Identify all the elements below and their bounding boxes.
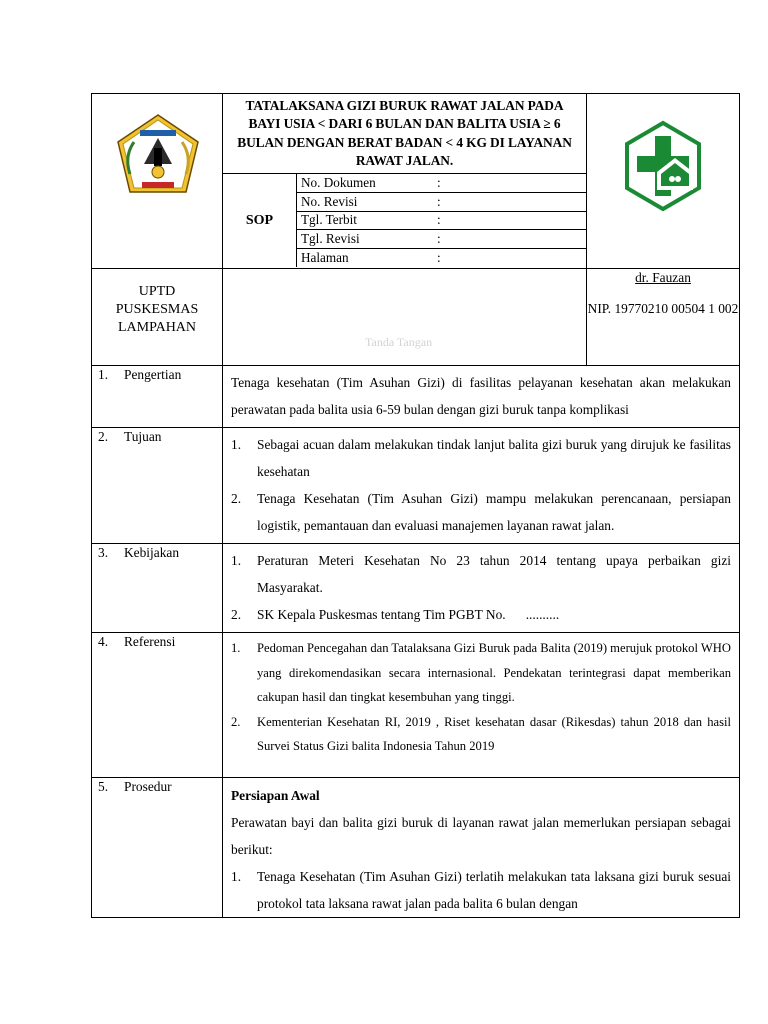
title-cell [223,94,587,269]
section-number: 4. [98,634,109,649]
list-number: 1. [231,868,242,884]
sop-label: SOP [223,174,297,267]
meta-row-dokumen [297,174,586,193]
list-number: 2. [231,607,242,622]
list-item [231,547,731,601]
signature-placeholder: Tanda Tangan [365,335,433,349]
list-number: 2. [231,491,242,506]
list-item [231,710,731,759]
section-referensi [92,633,740,778]
section-title: Kebijakan [124,545,180,560]
sop-table [91,93,740,918]
section-number: 1. [98,367,109,382]
meta-rows [297,174,586,267]
regency-emblem-icon [114,112,202,196]
list-item [231,431,731,485]
list-text: SK Kepala Puskesmas tentang Tim PGBT No. .......... [257,607,560,622]
list-text: Pedoman Pencegahan dan Tatalaksana Gizi Buruk pada Balita (2019) merujuk protokol WHO yang direkomendasikan secara internasional. Pendekatan terintegrasi dapat memberikan cakupan hasil dan tingkat kesembuhan yang tinggi. [257,641,731,704]
section-tujuan [92,428,740,544]
list-number: 1. [231,553,242,568]
section-body [223,633,740,778]
section-body [223,366,740,428]
section-body [223,777,740,917]
document-title: TATALAKSANA GIZI BURUK RAWAT JALAN PADA BAYI USIA < DARI 6 BULAN DAN BALITA USIA ≥ 6 BULAN DENGAN BERAT BADAN < 4 KG DI LAYANAN RAWAT JALAN. [237,98,572,169]
section-kebijakan [92,544,740,633]
unit-line: PUSKESMAS [115,302,199,317]
meta-separator: : [437,250,441,266]
meta-row-revisi [297,193,586,212]
meta-label: No. Dokumen [301,174,376,190]
meta-row-halaman [297,249,586,267]
list-number: 1. [231,437,242,452]
list-text: Tenaga Kesehatan (Tim Asuhan Gizi) terlatih melakukan tata laksana gizi buruk sesuai protokol tata laksana rawat jalan pada balita 6 bulan dengan [257,868,731,911]
section-label [92,777,223,917]
section-title: Prosedur [124,778,172,794]
unit-cell [92,269,223,366]
head-name: dr. Fauzan [635,270,691,285]
section-title: Referensi [124,634,176,649]
meta-label: Tgl. Revisi [301,231,360,247]
meta-separator: : [437,231,441,247]
meta-separator: : [437,174,441,190]
section-list [231,636,731,759]
section-subheading: Persiapan Awal [231,787,320,803]
document-meta [223,173,586,267]
regency-logo-cell [92,94,223,269]
section-title: Tujuan [124,429,162,444]
list-text: Kementerian Kesehatan RI, 2019 , Riset kesehatan dasar (Rikesdas) tahun 2018 dan hasil Survei Status Gizi balita Indonesia Tahun 2019 [257,714,731,753]
meta-separator: : [437,212,441,228]
section-pengertian [92,366,740,428]
section-label [92,366,223,428]
section-number: 5. [98,778,109,794]
meta-row-tgl-revisi [297,230,586,249]
meta-row-terbit [297,212,586,231]
section-number: 3. [98,545,109,560]
sop-document [91,93,739,918]
header-row [92,94,740,269]
list-item [231,601,731,628]
section-body [223,544,740,633]
head-nip: NIP. 19770210 00504 1 002 [587,301,739,316]
section-paragraph: Tenaga kesehatan (Tim Asuhan Gizi) di fasilitas pelayanan kesehatan akan melakukan perawatan pada balita usia 6-59 bulan dengan gizi buruk tanpa komplikasi [231,375,731,417]
list-text: Sebagai acuan dalam melakukan tindak lanjut balita gizi buruk yang dirujuk ke fasilitas kesehatan [257,437,731,479]
section-label [92,633,223,778]
list-text: Peraturan Meteri Kesehatan No 23 tahun 2014 tentang upaya perbaikan gizi Masyarakat. [257,553,731,595]
list-item [231,636,731,710]
unit-line: LAMPAHAN [117,320,197,335]
section-title: Pengertian [124,367,182,382]
meta-label: Tgl. Terbit [301,212,357,228]
section-paragraph: Perawatan bayi dan balita gizi buruk di layanan rawat jalan memerlukan persiapan sebagai berikut: [231,814,731,857]
list-item [231,485,731,539]
unit-line: UPTD [138,284,176,299]
list-number: 1. [231,641,241,655]
section-number: 2. [98,429,109,444]
section-body [223,428,740,544]
list-item [231,863,731,917]
list-number: 2. [231,714,241,729]
meta-label: Halaman [301,250,349,266]
puskesmas-logo-cell [587,94,740,269]
list-text: Tenaga Kesehatan (Tim Asuhan Gizi) mampu melakukan perencanaan, persiapan logistik, pemantauan dan evaluasi manajemen layanan rawat jalan. [257,491,731,533]
section-prosedur [92,777,740,917]
section-list [231,431,731,539]
signature-row [92,269,740,366]
head-cell [587,269,740,366]
meta-separator: : [437,193,441,209]
meta-label: No. Revisi [301,193,358,209]
signature-cell [223,269,587,366]
section-label [92,428,223,544]
section-label [92,544,223,633]
section-list [231,547,731,628]
puskesmas-cross-house-icon [623,120,703,212]
section-list [231,863,731,917]
